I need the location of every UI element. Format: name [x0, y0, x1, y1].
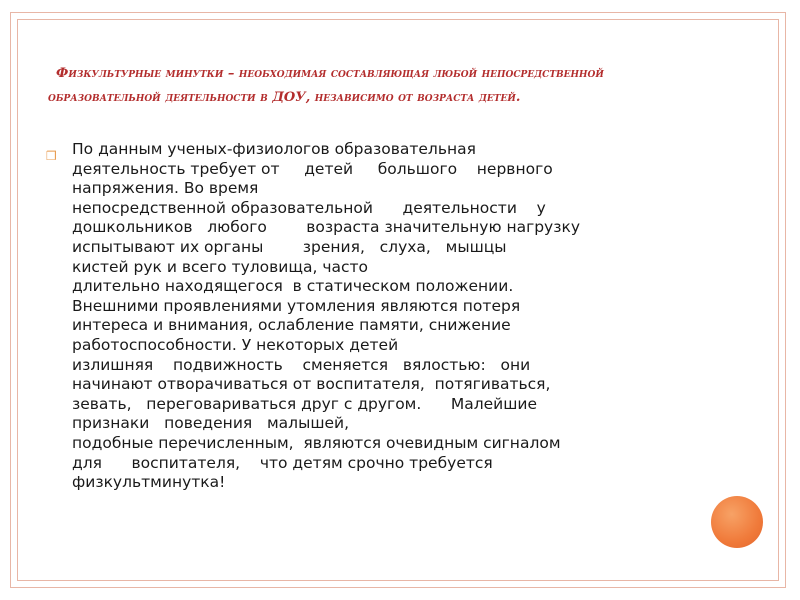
square-bullet-icon: ❒ [46, 149, 57, 163]
body-line: испытывают их органы зрения, слуха, мышцы [72, 237, 507, 256]
body-line: непосредственной образовательной деятельности у [72, 198, 546, 217]
body-line: кистей рук и всего туловища, часто [72, 257, 369, 276]
body-line: зевать, переговариваться друг с другом. Малейшие [72, 394, 538, 413]
body-line: признаки поведения малышей, [72, 414, 350, 433]
body-line: начинают отворачиваться от воспитателя, потягиваться, [72, 375, 551, 394]
body-line: Внешними проявлениями утомления являются потеря [72, 296, 521, 315]
slide-title [48, 62, 748, 110]
body-paragraph [72, 140, 692, 493]
body-line: подобные перечисленным, являются очевидным сигналом [72, 433, 561, 452]
decorative-orange-circle [711, 496, 763, 548]
body-line: излишняя подвижность сменяется вялостью: они [72, 355, 531, 374]
slide-title-line-1: Физкультурные минутки – необходимая составляющая любой непосредственной [56, 66, 604, 81]
body-line: дошкольников любого возраста значительную нагрузку [72, 218, 581, 237]
body-line: физкультминутка! [72, 473, 226, 492]
body-line: для воспитателя, что детям срочно требуется [72, 453, 493, 472]
body-line: деятельность требует от детей большого нервного [72, 159, 553, 178]
body-line: напряжения. Во время [72, 179, 259, 198]
slide-title-line-2: образовательной деятельности в ДОУ, независимо от возраста детей. [48, 90, 521, 105]
body-line: длительно находящегося в статическом положении. [72, 277, 514, 296]
body-line: работоспособности. У некоторых детей [72, 335, 399, 354]
body-line: По данным ученых-физиологов образовательная [72, 140, 476, 158]
body-line: интереса и внимания, ослабление памяти, снижение [72, 316, 511, 335]
